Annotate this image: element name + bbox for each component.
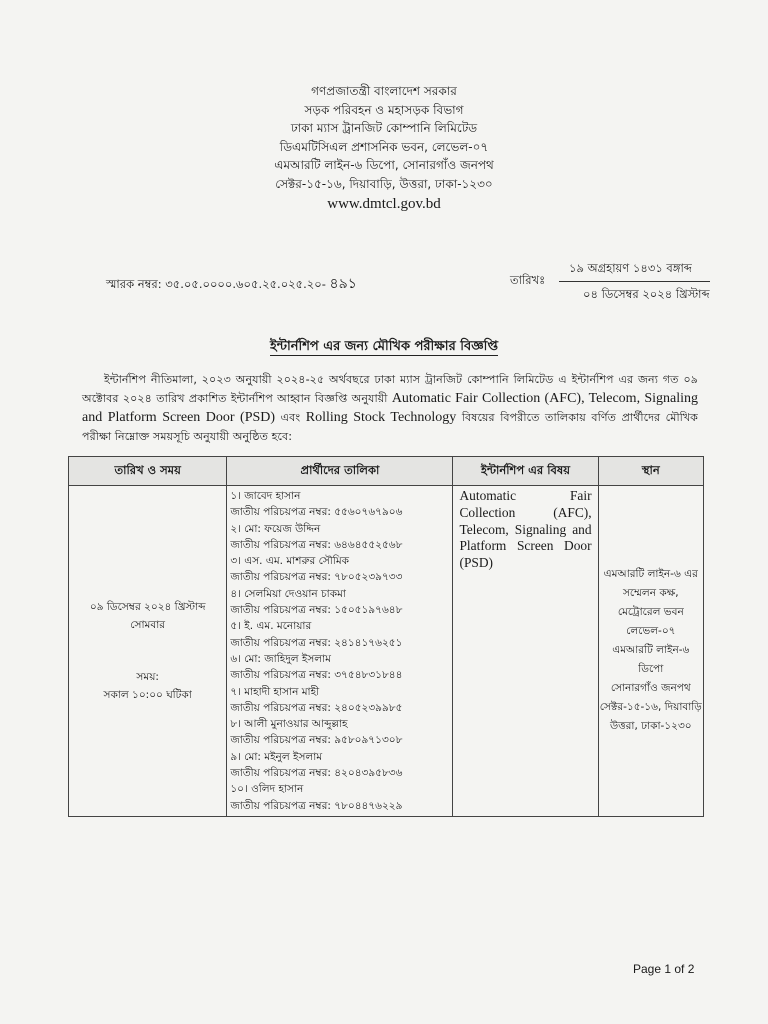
candidate-nid: জাতীয় পরিচয়পত্র নম্বর: ৭৮০৪৪৭৬২২৯ xyxy=(230,799,403,812)
candidates-cell xyxy=(227,486,453,817)
intro-part-3: বিষয়ের বিপরীতে তালিকায় বর্ণিত প্রার্থীদের মৌখিক পরীক্ষা নিম্নোক্ত সময়সূচি অনুযায়ী অনুষ্ঠিত হবে: xyxy=(82,411,699,443)
page-number: Page 1 of 2 xyxy=(633,962,695,976)
venue-cell xyxy=(598,486,703,817)
candidate-name: ৮। আলী মুনাওয়ার আব্দুল্লাহ xyxy=(230,718,348,731)
notice-title-text: ইন্টার্নশিপ এর জন্য মৌখিক পরীক্ষার বিজ্ঞপ্তি xyxy=(269,339,499,354)
candidate-nid: জাতীয় পরিচয়পত্র নম্বর: ৩৭৫৪৮৩১৮৪৪ xyxy=(230,669,403,682)
letterhead xyxy=(0,82,768,214)
venue-line: লেভেল-০৭ xyxy=(626,625,676,638)
time-label: সময়: xyxy=(136,670,159,683)
header-date-time: তারিখ ও সময় xyxy=(69,457,227,486)
table-header-row xyxy=(69,457,704,486)
candidate-nid: জাতীয় পরিচয়পত্র নম্বর: ১৫০৫১৯৭৬৪৮ xyxy=(230,604,403,617)
header-venue: স্থান xyxy=(598,457,703,486)
notice-title xyxy=(0,337,768,358)
internship-subject: Automatic Fair Collection (AFC), Telecom, Signaling and Platform Screen Door (PSD) xyxy=(459,488,592,571)
intro-part-2: এবং xyxy=(280,411,301,424)
subject-cell xyxy=(453,486,598,817)
table-row xyxy=(69,486,704,817)
venue-line: সেক্টর-১৫-১৬, দিয়াবাড়ি xyxy=(599,701,702,714)
website-link[interactable]: www.dmtcl.gov.bd xyxy=(327,196,441,212)
header-candidates: প্রার্থীদের তালিকা xyxy=(227,457,453,486)
candidate-nid: জাতীয় পরিচয়পত্র নম্বর: ৯৫৮০৯৭১৩০৮ xyxy=(230,734,403,747)
schedule-table xyxy=(68,456,704,817)
venue-line: মেট্রোরেল ভবন xyxy=(617,606,684,619)
venue-line: উত্তরা, ঢাকা-১২৩০ xyxy=(609,720,692,733)
candidate-nid: জাতীয় পরিচয়পত্র নম্বর: ২৪১৪১৭৬২৫১ xyxy=(230,636,403,649)
intro-part-1: ইন্টার্নশিপ নীতিমালা, ২০২৩ অনুযায়ী ২০২৪-২৫ অর্থবছরে ঢাকা ম্যাস ট্রানজিট কোম্পানি লিমিটেড এ ইন্টার্নশিপ এর জন্য গত ০৯ অক্টোবর ২০২৪ তারিখ প্রকাশিত ইন্টার্নশিপ আহ্বান বিজ্ঞপ্তি অনুযায়ী xyxy=(82,373,698,405)
candidate-name: ৫। ই. এম. মনোয়ার xyxy=(230,620,312,633)
memo-label: স্মারক নম্বর: ৩৫.০৫.০০০০.৬০৫.২৫.০২৫.২০- xyxy=(106,277,326,291)
venue-line: এমআরটি লাইন-৬ ডিপো xyxy=(612,644,690,676)
exam-time: সকাল ১০:০০ ঘটিকা xyxy=(103,688,192,701)
candidate-name: ১০। ওলিদ হাসান xyxy=(230,783,304,796)
venue-line: এমআরটি লাইন-৬ এর xyxy=(603,568,698,581)
candidate-name: ১। জাবেদ হাসান xyxy=(230,490,301,502)
exam-date: ০৯ ডিসেম্বর ২০২৪ খ্রিস্টাব্দ xyxy=(89,600,206,613)
candidate-name: ৯। মো: মইনুল ইসলাম xyxy=(230,750,323,763)
header-subject: ইন্টার্নশিপ এর বিষয় xyxy=(453,457,598,486)
candidate-nid: জাতীয় পরিচয়পত্র নম্বর: ৬৪৬৪৫৫২৫৬৮ xyxy=(230,538,403,551)
date-gregorian: ০৪ ডিসেম্বর ২০২৪ খ্রিস্টাব্দ xyxy=(583,287,710,301)
address-line-1: ডিএমটিসিএল প্রশাসনিক ভবন, লেভেল-০৭ xyxy=(279,139,489,154)
candidate-nid: জাতীয় পরিচয়পত্র নম্বর: ৫৫৬০৭৬৭৯০৬ xyxy=(230,506,403,519)
intro-english-2: Rolling Stock Technology xyxy=(305,410,457,425)
candidate-nid: জাতীয় পরিচয়পত্র নম্বর: ৪২০৪৩৯৫৮৩৬ xyxy=(230,767,403,780)
venue-line: সম্মেলন কক্ষ, xyxy=(622,587,679,600)
company-name: ঢাকা ম্যাস ট্রানজিট কোম্পানি লিমিটেড xyxy=(290,121,478,135)
govt-name: গণপ্রজাতন্ত্রী বাংলাদেশ সরকার xyxy=(311,84,457,98)
date-bangla: ১৯ অগ্রহায়ণ ১৪৩১ বঙ্গাব্দ xyxy=(559,260,710,282)
memo-handwritten-number: ৪৯১ xyxy=(329,276,357,292)
date-time-cell xyxy=(69,486,227,817)
exam-day: সোমবার xyxy=(130,618,166,631)
intro-paragraph xyxy=(82,370,698,446)
date-label: তারিখঃ xyxy=(510,273,546,287)
address-line-3: সেক্টর-১৫-১৬, দিয়াবাড়ি, উত্তরা, ঢাকা-১২৩০ xyxy=(275,176,493,191)
candidate-name: ৩। এস. এম. মাশরুর সৌমিক xyxy=(230,555,349,568)
candidate-name: ৭। মাহাদী হাসান মাহী xyxy=(230,685,320,698)
address-line-2: এমআরটি লাইন-৬ ডিপো, সোনারগাঁও জনপথ xyxy=(274,158,494,172)
candidate-nid: জাতীয় পরিচয়পত্র নম্বর: ২৪০৫২৩৯৯৮৫ xyxy=(230,701,403,714)
intro-english-1: Automatic Fair Collection (AFC), Telecom, Signaling and Platform Screen Door (PSD) xyxy=(82,391,698,425)
venue-line: সোনারগাঁও জনপথ xyxy=(610,682,691,695)
candidate-name: ৪। সেলমিয়া দেওয়ান চাকমা xyxy=(230,587,346,600)
division-name: সড়ক পরিবহন ও মহাসড়ক বিভাগ xyxy=(304,102,464,117)
memo-number xyxy=(106,272,357,296)
candidate-name: ৬। মো: জাহিদুল ইসলাম xyxy=(230,652,332,665)
candidate-nid: জাতীয় পরিচয়পত্র নম্বর: ৭৮০৫২৩৯৭৩৩ xyxy=(230,571,403,584)
candidate-name: ২। মো: ফয়েজ উদ্দিন xyxy=(230,522,321,535)
